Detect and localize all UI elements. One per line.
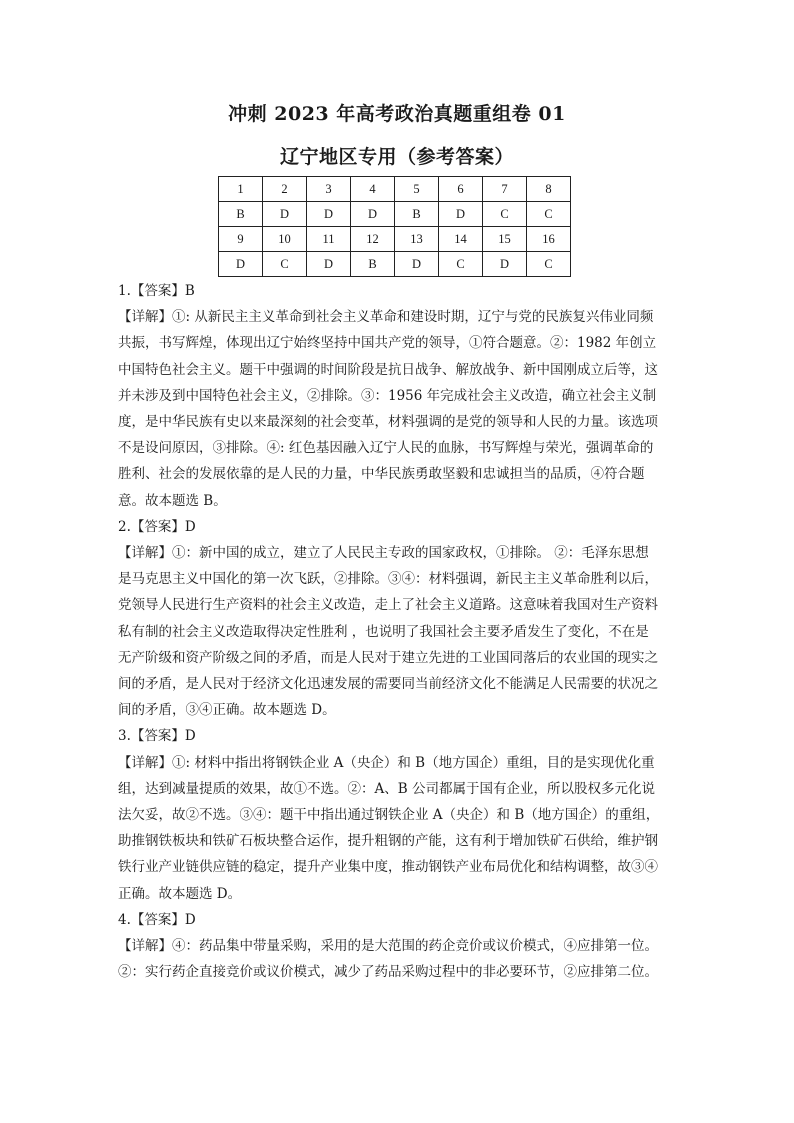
explanation-line: 中国特色社会主义。题干中强调的时间阶段是抗日战争、解放战争、新中国刚成立后等，这 [118,361,658,378]
table-row [219,227,571,252]
table-cell: 15 [483,227,527,252]
table-cell: B [219,202,263,227]
table-cell: 5 [395,177,439,202]
answer-heading: 3.【答案】D [118,728,196,745]
explanation-line: 【详解】①: 从新民主主义革命到社会主义革命和建设时期，辽宁与党的民族复兴伟业同频 [118,309,654,326]
answer-heading: 2.【答案】D [118,518,196,535]
table-cell: D [351,202,395,227]
explanation-line: 铁行业产业链供应链的稳定，提升产业集中度，推动钢铁产业布局优化和结构调整，故③④ [118,859,658,876]
answer-explanations [118,278,678,985]
explanation-line: 意。故本题选 B。 [118,492,227,509]
explanation-line: 法欠妥，故②不选。③④：题干中指出通过钢铁企业 A（央企）和 B（地方国企）的重组， [118,807,660,824]
explanation-line: 胜利、社会的发展依靠的是人民的力量，中华民族勇敢坚毅和忠诚担当的品质，④符合题 [118,466,645,483]
table-cell: 4 [351,177,395,202]
table-cell: C [483,202,527,227]
table-cell: 6 [439,177,483,202]
table-cell: C [527,252,571,277]
table-cell: 8 [527,177,571,202]
table-cell: 13 [395,227,439,252]
explanation-line: 间的矛盾，是人民对于经济文化迅速发展的需要同当前经济文化不能满足人民需要的状况之 [118,676,658,693]
table-cell: 9 [219,227,263,252]
explanation-line: 是马克思主义中国化的第一次飞跃，②排除。③④：材料强调，新民主主义革命胜利以后， [118,571,658,588]
table-row [219,177,571,202]
table-row [219,202,571,227]
answer-table [218,176,571,277]
table-cell: D [483,252,527,277]
table-cell: 12 [351,227,395,252]
explanation-line: 间的矛盾，③④正确。故本题选 D。 [118,702,336,719]
table-cell: 1 [219,177,263,202]
explanation-line: 党领导人民进行生产资料的社会主义改造，走上了社会主义道路。这意味着我国对生产资料 [118,597,658,614]
explanation-line: 无产阶级和资产阶级之间的矛盾，而是人民对于建立先进的工业国同落后的农业国的现实之 [118,649,658,666]
explanation-line: 【详解】①: 材料中指出将钢铁企业 A（央企）和 B（地方国企）重组，目的是实现优化重 [118,754,655,771]
table-cell: D [439,202,483,227]
explanation-line: 不是设问原因，③排除。④: 红色基因融入辽宁人民的血脉，书写辉煌与荣光，强调革命的 [118,440,654,457]
table-cell: B [395,202,439,227]
explanation-line: 【详解】④：药品集中带量采购，采用的是大范围的药企竞价或议价模式，④应排第一位。 [118,938,658,955]
table-cell: 11 [307,227,351,252]
answer-heading: 4.【答案】D [118,911,196,928]
table-cell: 10 [263,227,307,252]
table-cell: C [439,252,483,277]
answer-heading: 1.【答案】B [118,283,195,299]
table-cell: 2 [263,177,307,202]
table-row [219,252,571,277]
table-cell: 14 [439,227,483,252]
explanation-line: 组，达到减量提质的效果，故①不选。②：A、B 公司都属于国有企业，所以股权多元化说 [118,780,655,797]
page-title: 冲刺 2023 年高考政治真题重组卷 01 [228,103,566,125]
table-cell: 7 [483,177,527,202]
table-cell: 16 [527,227,571,252]
explanation-line: 【详解】①：新中国的成立，建立了人民民主专政的国家政权，①排除。 ②：毛泽东思想 [118,545,649,562]
explanation-line: 共振，书写辉煌，体现出辽宁始终坚持中国共产党的领导，①符合题意。②：1982 年创立 [118,335,657,352]
table-cell: C [527,202,571,227]
explanation-line: 并未涉及到中国特色社会主义，②排除。③：1956 年完成社会主义改造，确立社会主义制 [118,387,657,404]
explanation-line: 助推钢铁板块和铁矿石板块整合运作，提升粗钢的产能，这有利于增加铁矿石供给，维护钢 [118,833,658,850]
explanation-line: 正确。故本题选 D。 [118,885,242,902]
table-cell: B [351,252,395,277]
table-cell: D [395,252,439,277]
page-subtitle: 辽宁地区专用（参考答案） [279,146,514,168]
table-cell: D [307,202,351,227]
explanation-line: 度，是中华民族有史以来最深刻的社会变革，材料强调的是党的领导和人民的力量。该选项 [118,414,658,431]
table-cell: C [263,252,307,277]
table-cell: D [307,252,351,277]
table-cell: D [263,202,307,227]
explanation-line: 私有制的社会主义改造取得决定性胜利 ，也说明了我国社会主要矛盾发生了变化，不在是 [118,623,649,640]
table-cell: D [219,252,263,277]
explanation-line: ②：实行药企直接竞价或议价模式，减少了药品采购过程中的非必要环节，②应排第二位。 [118,964,658,981]
table-cell: 3 [307,177,351,202]
